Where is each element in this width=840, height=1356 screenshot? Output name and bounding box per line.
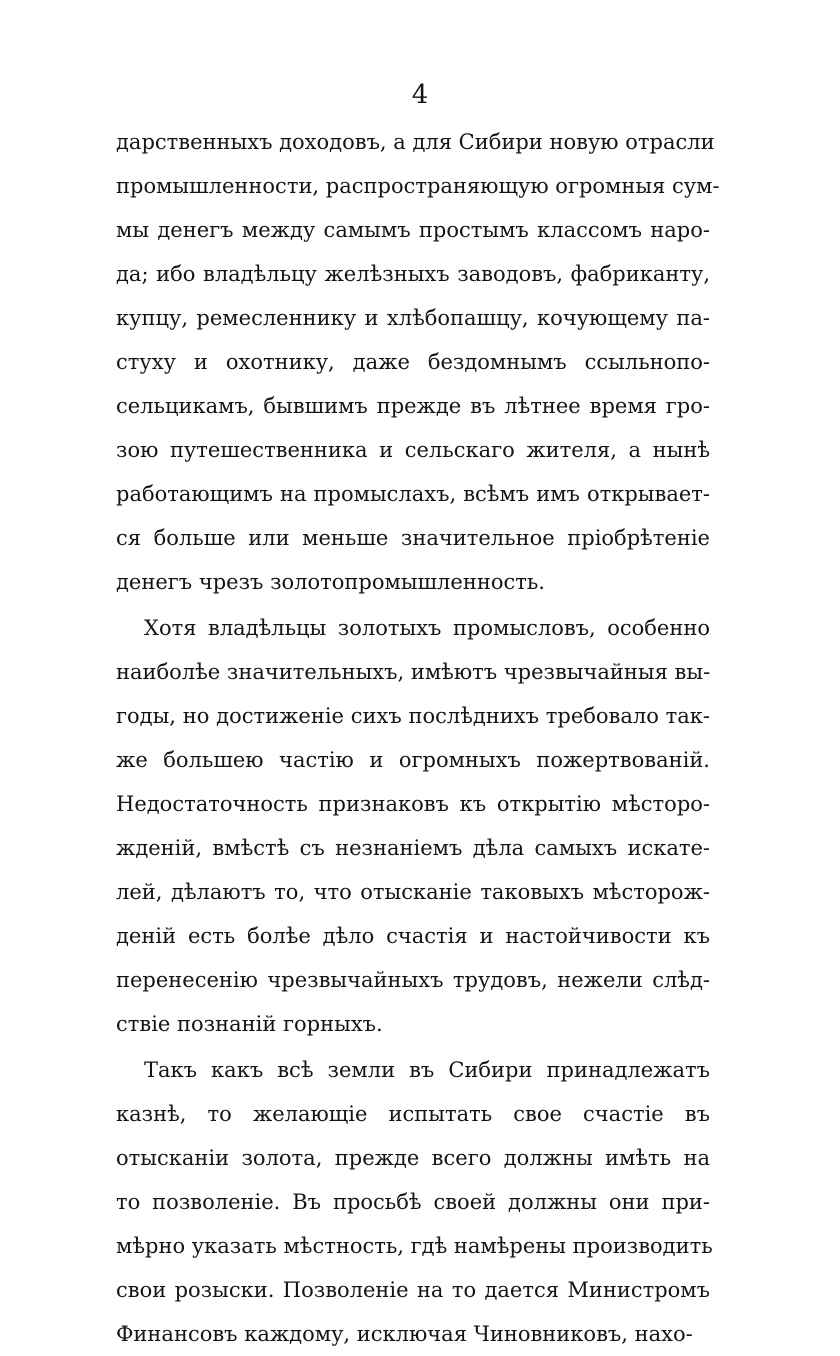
text-line: Недостаточность признаковъ къ открытію мѣсторо- — [116, 792, 710, 816]
text-line: Хотя владѣльцы золотыхъ промысловъ, особенно — [144, 616, 710, 640]
text-line: то позволеніе. Въ просьбѣ своей должны они при- — [116, 1190, 710, 1214]
text-line: дарственныхъ доходовъ, а для Сибири новую отрасли — [116, 130, 715, 154]
text-line: ся больше или меньше значительное пріобрѣтеніе — [116, 526, 710, 550]
text-line: сельцикамъ, бывшимъ прежде въ лѣтнее время гро- — [116, 394, 710, 418]
text-line: мы денегъ между самымъ простымъ классомъ наро- — [116, 218, 710, 242]
text-line: деній есть болѣе дѣло счастія и настойчивости къ — [116, 924, 710, 948]
text-line: стуху и охотнику, даже бездомнымъ ссыльнопо- — [116, 350, 710, 374]
text-line: жденій, вмѣстѣ съ незнаніемъ дѣла самыхъ искате- — [116, 836, 710, 860]
text-line: промышленности, распространяющую огромныя сум- — [116, 174, 720, 198]
text-line: перенесенію чрезвычайныхъ трудовъ, нежели слѣд- — [116, 968, 710, 992]
paragraph — [116, 606, 710, 1046]
text-line: мѣрно указать мѣстность, гдѣ намѣрены производить — [116, 1234, 713, 1258]
text-line: свои розыски. Позволеніе на то дается Министромъ — [116, 1278, 710, 1302]
text-line: да; ибо владѣльцу желѣзныхъ заводовъ, фабриканту, — [116, 262, 710, 286]
text-line: купцу, ремесленнику и хлѣбопашцу, кочующему па- — [116, 306, 710, 330]
text-line: Финансовъ каждому, исключая Чиновниковъ, нахо- — [116, 1322, 693, 1346]
page-number: 4 — [411, 80, 429, 110]
text-line: годы, но достиженіе сихъ послѣднихъ требовало так- — [116, 704, 710, 728]
text-line: ствіе познаній горныхъ. — [116, 1012, 383, 1036]
text-line: денегъ чрезъ золотопромышленность. — [116, 570, 545, 594]
text-line: отысканіи золота, прежде всего должны имѣть на — [116, 1146, 710, 1170]
text-line: наиболѣе значительныхъ, имѣютъ чрезвычайныя вы- — [116, 660, 711, 684]
text-line: Такъ какъ всѣ земли въ Сибири принадлежатъ — [144, 1058, 710, 1082]
text-line: лей, дѣлаютъ то, что отысканіе таковыхъ мѣсторож- — [116, 880, 710, 904]
text-line: зою путешественника и сельскаго жителя, а нынѣ — [116, 438, 710, 462]
text-line: казнѣ, то желающіе испытать свое счастіе въ — [116, 1102, 710, 1126]
text-line: же большею частію и огромныхъ пожертвованій. — [116, 748, 710, 772]
paragraph — [116, 1048, 713, 1356]
text-block — [116, 120, 720, 1356]
paragraph — [116, 120, 720, 604]
text-line: работающимъ на промыслахъ, всѣмъ имъ открывает- — [116, 482, 710, 506]
